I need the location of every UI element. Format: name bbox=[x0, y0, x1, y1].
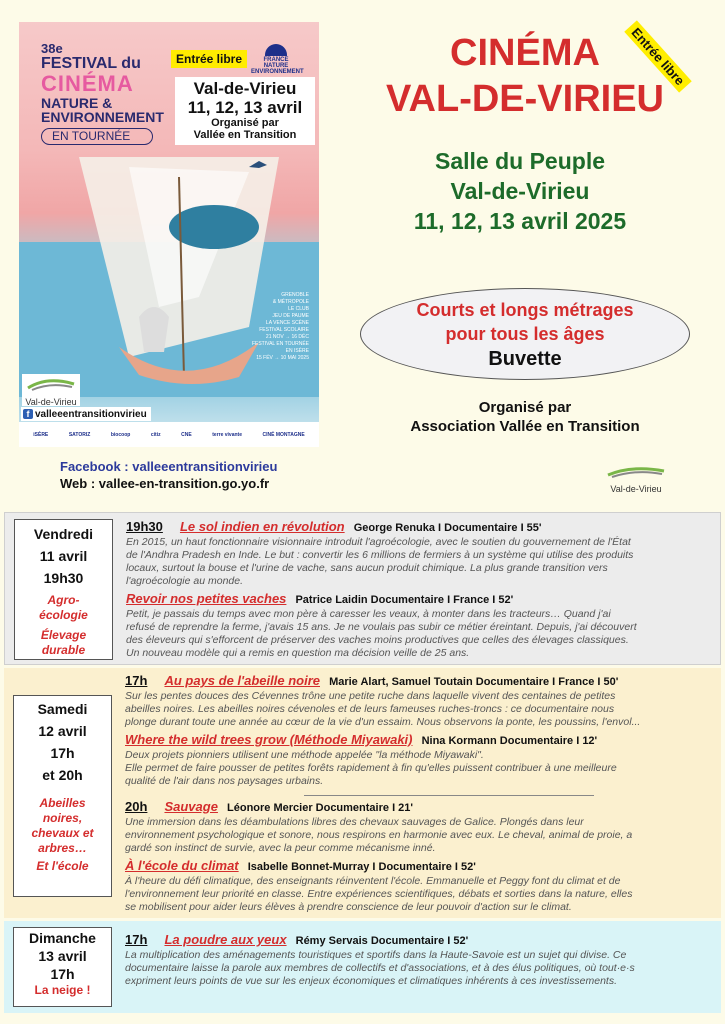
film-description bbox=[125, 749, 715, 788]
program-friday bbox=[4, 512, 721, 665]
day-box-saturday bbox=[13, 695, 112, 897]
film-meta: Patrice Laidin Documentaire I France I 52' bbox=[295, 594, 514, 606]
venue-name: Salle du Peuple bbox=[435, 148, 605, 174]
poster-edition: 38e bbox=[41, 41, 63, 56]
film-header bbox=[125, 673, 715, 690]
film-description-line: Elle permet de faire pousser de petites forêts rapidement à fin qu'elles puissent contribuer à une meilleure bbox=[125, 762, 617, 774]
poster-side-line: FESTIVAL EN TOURNÉE bbox=[251, 341, 309, 347]
poster-organiser: Vallée en Transition bbox=[193, 129, 297, 141]
poster-side-line: LA VENCE SCÈNE bbox=[265, 320, 309, 326]
film-time: 19h30 bbox=[126, 519, 163, 534]
poster-side-line: GRENOBLE bbox=[281, 292, 309, 298]
contact-links bbox=[60, 458, 277, 492]
film-time: 17h bbox=[125, 932, 148, 947]
film-meta: Marie Alart, Samuel Toutain Documentaire I France I 50' bbox=[329, 676, 619, 688]
film-entry bbox=[125, 799, 715, 855]
day-time: 17h bbox=[50, 745, 75, 761]
hills-icon bbox=[602, 464, 670, 478]
film-description-line: Un nouveau modèle qui a remis en question ma décision veille de 25 ans. bbox=[126, 647, 470, 659]
festival-poster bbox=[19, 22, 319, 447]
film-meta: Rémy Servais Documentaire I 52' bbox=[295, 935, 469, 947]
film-description-line: En 2015, un haut fonctionnaire visionnaire introduit l'agroécologie, avec le soutien du gouvernement de l'État bbox=[126, 536, 631, 548]
day-name: Dimanche bbox=[29, 930, 96, 946]
film-entry bbox=[125, 673, 715, 729]
poster-side-line: 15 FÉV → 10 MAI 2025 bbox=[256, 355, 309, 361]
film-header bbox=[125, 799, 715, 816]
film-time: 17h bbox=[125, 673, 148, 688]
island bbox=[169, 205, 259, 249]
poster-title-line: ENVIRONNEMENT bbox=[41, 109, 164, 126]
hills-icon bbox=[22, 374, 80, 392]
fne-logo bbox=[251, 44, 304, 78]
partner-logo: terre vivante bbox=[212, 431, 242, 438]
day-theme: noires, bbox=[42, 811, 83, 825]
film-description-line: expriment leurs points de vue sur les enjeux économiques et climatiques inhérents à ces investissements. bbox=[125, 975, 617, 987]
film-description-line: plonge durant toute une année au cœur de la vie d'un essaim. Nous observons la ponte, les poussins, l'envol... bbox=[125, 716, 641, 728]
day-time: 19h30 bbox=[43, 570, 84, 586]
film-description-line: abeilles noires. Les abeilles noires cévenoles et de leurs fameuses ruches-troncs : ce documentaire nous bbox=[125, 703, 615, 715]
poster-dates: 11, 12, 13 avril bbox=[187, 98, 303, 117]
day-theme: durable bbox=[41, 643, 86, 657]
partner-logo: CNE bbox=[181, 431, 192, 438]
poster-title-line: NATURE & bbox=[41, 94, 113, 111]
fne-logo-text: FRANCE NATURE ENVIRONNEMENT bbox=[251, 57, 304, 75]
partner-logo: CINÉ MONTAGNE bbox=[262, 431, 305, 438]
program-sunday bbox=[4, 921, 721, 1013]
poster-side-line: LE CLUB bbox=[288, 306, 309, 312]
film-description bbox=[126, 536, 716, 588]
film-description-line: locaux, surtout la bouse et l'urine de vache, sans aucun produit chimique. La plus grande transition vers bbox=[126, 562, 608, 574]
film-header bbox=[125, 732, 715, 749]
day-box-friday bbox=[14, 519, 113, 660]
film-header bbox=[125, 858, 715, 875]
film-title: Where the wild trees grow (Méthode Miyawaki) bbox=[125, 732, 413, 747]
film-description-line: des éleveurs qui s'efforcent de préserver des vaches moins productives que celles des élevages classiques. bbox=[126, 634, 629, 646]
venue-town: Val-de-Virieu bbox=[450, 178, 590, 204]
film-title: Revoir nos petites vaches bbox=[126, 591, 287, 606]
entree-libre-badge: Entrée libre bbox=[624, 20, 692, 92]
val-de-virieu-logo bbox=[602, 464, 670, 494]
ellipse-buvette: Buvette bbox=[488, 348, 562, 370]
day-theme: écologie bbox=[39, 608, 88, 622]
facebook-icon: f bbox=[23, 409, 33, 419]
partner-logo: citiz bbox=[150, 431, 161, 438]
film-description-line: La multiplication des aménagements touristiques et sportifs dans la Haute-Savoie est un sujet qui divise. Ce bbox=[125, 949, 627, 961]
day-theme: Élevage bbox=[40, 628, 87, 642]
film-description bbox=[125, 690, 715, 729]
venue-dates: 11, 12, 13 avril 2025 bbox=[413, 208, 627, 234]
film-time: 20h bbox=[125, 799, 148, 814]
poster-side-line: FESTIVAL SCOLAIRE bbox=[259, 327, 309, 333]
film-meta: George Renuka I Documentaire I 55' bbox=[353, 522, 542, 534]
film-title: La poudre aux yeux bbox=[164, 932, 287, 947]
day-name: Vendredi bbox=[33, 526, 94, 542]
film-description-line: Deux projets pionniers utilisent une méthode appelée "la méthode Miyawaki". bbox=[125, 749, 484, 761]
poster-title-line: CINÉMA bbox=[41, 71, 134, 97]
highlight-ellipse bbox=[360, 288, 690, 380]
film-meta: Léonore Mercier Documentaire I 21' bbox=[227, 802, 414, 814]
film-entry bbox=[126, 519, 716, 588]
film-description-line: Petit, je passais du temps avec mon père à caresser les veaux, à monter dans les tracteurs… Quand j'ai bbox=[126, 608, 611, 620]
poster-organise: Organisé par bbox=[211, 117, 279, 129]
film-meta: Isabelle Bonnet-Murray I Documentaire I 52' bbox=[247, 861, 476, 873]
poster-entree-badge: Entrée libre bbox=[171, 50, 247, 68]
day-theme: chevaux et bbox=[31, 826, 94, 840]
day-date: 13 avril bbox=[38, 948, 87, 964]
sun-icon bbox=[265, 44, 287, 56]
venue-info bbox=[340, 146, 700, 236]
film-entry bbox=[125, 932, 715, 988]
day-time: et 20h bbox=[42, 767, 83, 783]
web-link[interactable]: Web : vallee-en-transition.go.yo.fr bbox=[60, 476, 270, 491]
day-theme: arbres… bbox=[38, 841, 87, 855]
poster-title-line: FESTIVAL du bbox=[41, 54, 141, 72]
day-theme: Et l'école bbox=[36, 859, 89, 873]
title-line-1: CINÉMA bbox=[450, 32, 600, 74]
poster-info-box bbox=[175, 77, 315, 145]
poster-side-line: JEU DE PAUME bbox=[272, 313, 309, 319]
title-line-2: VAL-DE-VIRIEU bbox=[386, 78, 664, 120]
logo-text: Val-de-Virieu bbox=[610, 484, 662, 494]
day-box-sunday bbox=[13, 927, 112, 1007]
day-name: Samedi bbox=[37, 701, 88, 717]
partner-logo: iSÈRE bbox=[33, 431, 49, 438]
partner-logo: SATORIZ bbox=[68, 431, 91, 438]
day-theme: Abeilles bbox=[39, 796, 86, 810]
film-description-line: gardé son instinct de survie, avec la peur comme mécanisme inné. bbox=[125, 842, 436, 854]
poster-place: Val-de-Virieu bbox=[193, 79, 297, 98]
film-description bbox=[126, 608, 716, 660]
day-theme: Agro- bbox=[47, 593, 80, 607]
poster-vdv-text: Val-de-Virieu bbox=[25, 397, 77, 407]
organiser-name: Association Vallée en Transition bbox=[410, 418, 640, 435]
poster-vdv-logo bbox=[22, 374, 80, 406]
film-description-line: se mobilisent pour aider leurs élèves à prendre conscience de leur pouvoir d'action sur le climat. bbox=[125, 901, 572, 913]
poster-side-text bbox=[229, 292, 309, 362]
film-title: À l'école du climat bbox=[125, 858, 239, 873]
day-date: 12 avril bbox=[38, 723, 87, 739]
poster-title-line: EN TOURNÉE bbox=[41, 128, 153, 145]
poster-facebook bbox=[21, 407, 151, 421]
film-title: Au pays de l'abeille noire bbox=[164, 673, 320, 688]
film-description-line: de l'Andhra Pradesh en Inde. Le but : convertir les 6 millions de fermiers à un système qui utilise des produits bbox=[126, 549, 634, 561]
poster-facebook-handle: valleeentransitionvirieu bbox=[35, 408, 147, 420]
day-time: 17h bbox=[50, 966, 75, 982]
divider bbox=[304, 795, 594, 796]
program-saturday bbox=[4, 668, 721, 918]
film-header bbox=[125, 932, 715, 949]
film-entry bbox=[125, 858, 715, 914]
film-title: Sauvage bbox=[164, 799, 218, 814]
film-title: Le sol indien en révolution bbox=[179, 519, 345, 534]
organiser-info bbox=[370, 398, 680, 436]
partner-logos bbox=[19, 422, 319, 447]
poster-side-line: 21 NOV → 16 DÉC bbox=[265, 334, 309, 340]
poster-side-line: & MÉTROPOLE bbox=[272, 299, 309, 305]
poster-side-line: EN ISÈRE bbox=[285, 348, 309, 354]
film-meta: Nina Kormann Documentaire I 12' bbox=[421, 735, 598, 747]
film-description-line: À l'heure du défi climatique, des enseignants réinventent l'école. Emmanuelle et Peggy font du climat et de bbox=[125, 875, 621, 887]
day-theme: La neige ! bbox=[34, 983, 91, 997]
film-entry bbox=[126, 591, 716, 660]
ellipse-line-1: Courts et longs métrages bbox=[416, 300, 634, 320]
film-description-line: qualité de l'air dans nos paysages urbains. bbox=[125, 775, 324, 787]
film-description-line: refusé de reprendre la ferme, j'avais 15 ans. Je ne voulais pas subir ce métier éreintant. Depuis, j'ai découvert bbox=[126, 621, 637, 633]
film-entry bbox=[125, 732, 715, 788]
film-description bbox=[125, 875, 715, 914]
partner-logo: biocoop bbox=[110, 431, 131, 438]
day-date: 11 avril bbox=[39, 548, 88, 564]
organise-label: Organisé par bbox=[478, 399, 572, 416]
film-description-line: documentaire laisse la parole aux membres de collectifs et d'associations, et à des élus politiques, où tout·e·s bbox=[125, 962, 635, 974]
page-title bbox=[330, 30, 720, 122]
film-description bbox=[125, 949, 715, 988]
film-header bbox=[126, 519, 716, 536]
film-description bbox=[125, 816, 715, 855]
figure bbox=[139, 307, 169, 352]
film-description-line: Une immersion dans les déambulations libres des chevaux sauvages de Galice. Plongés dans leur bbox=[125, 816, 584, 828]
film-description-line: l'agroécologie au monde. bbox=[126, 575, 244, 587]
film-description-line: environnement psychologique et sonore, nous respirons en harmonie avec eux. Le cheval, animal de proie, a bbox=[125, 829, 633, 841]
facebook-link[interactable]: Facebook : valleeentransitionvirieu bbox=[60, 459, 278, 474]
ellipse-line-2: pour tous les âges bbox=[445, 324, 605, 344]
film-description-line: l'environnement leur priorité en classe. Entre expériences scientifiques, débats et sorties dans la nature, elles bbox=[125, 888, 633, 900]
film-description-line: Sur les pentes douces des Cévennes trône une petite ruche dans laquelle vivent des centaines de petites bbox=[125, 690, 616, 702]
film-header bbox=[126, 591, 716, 608]
